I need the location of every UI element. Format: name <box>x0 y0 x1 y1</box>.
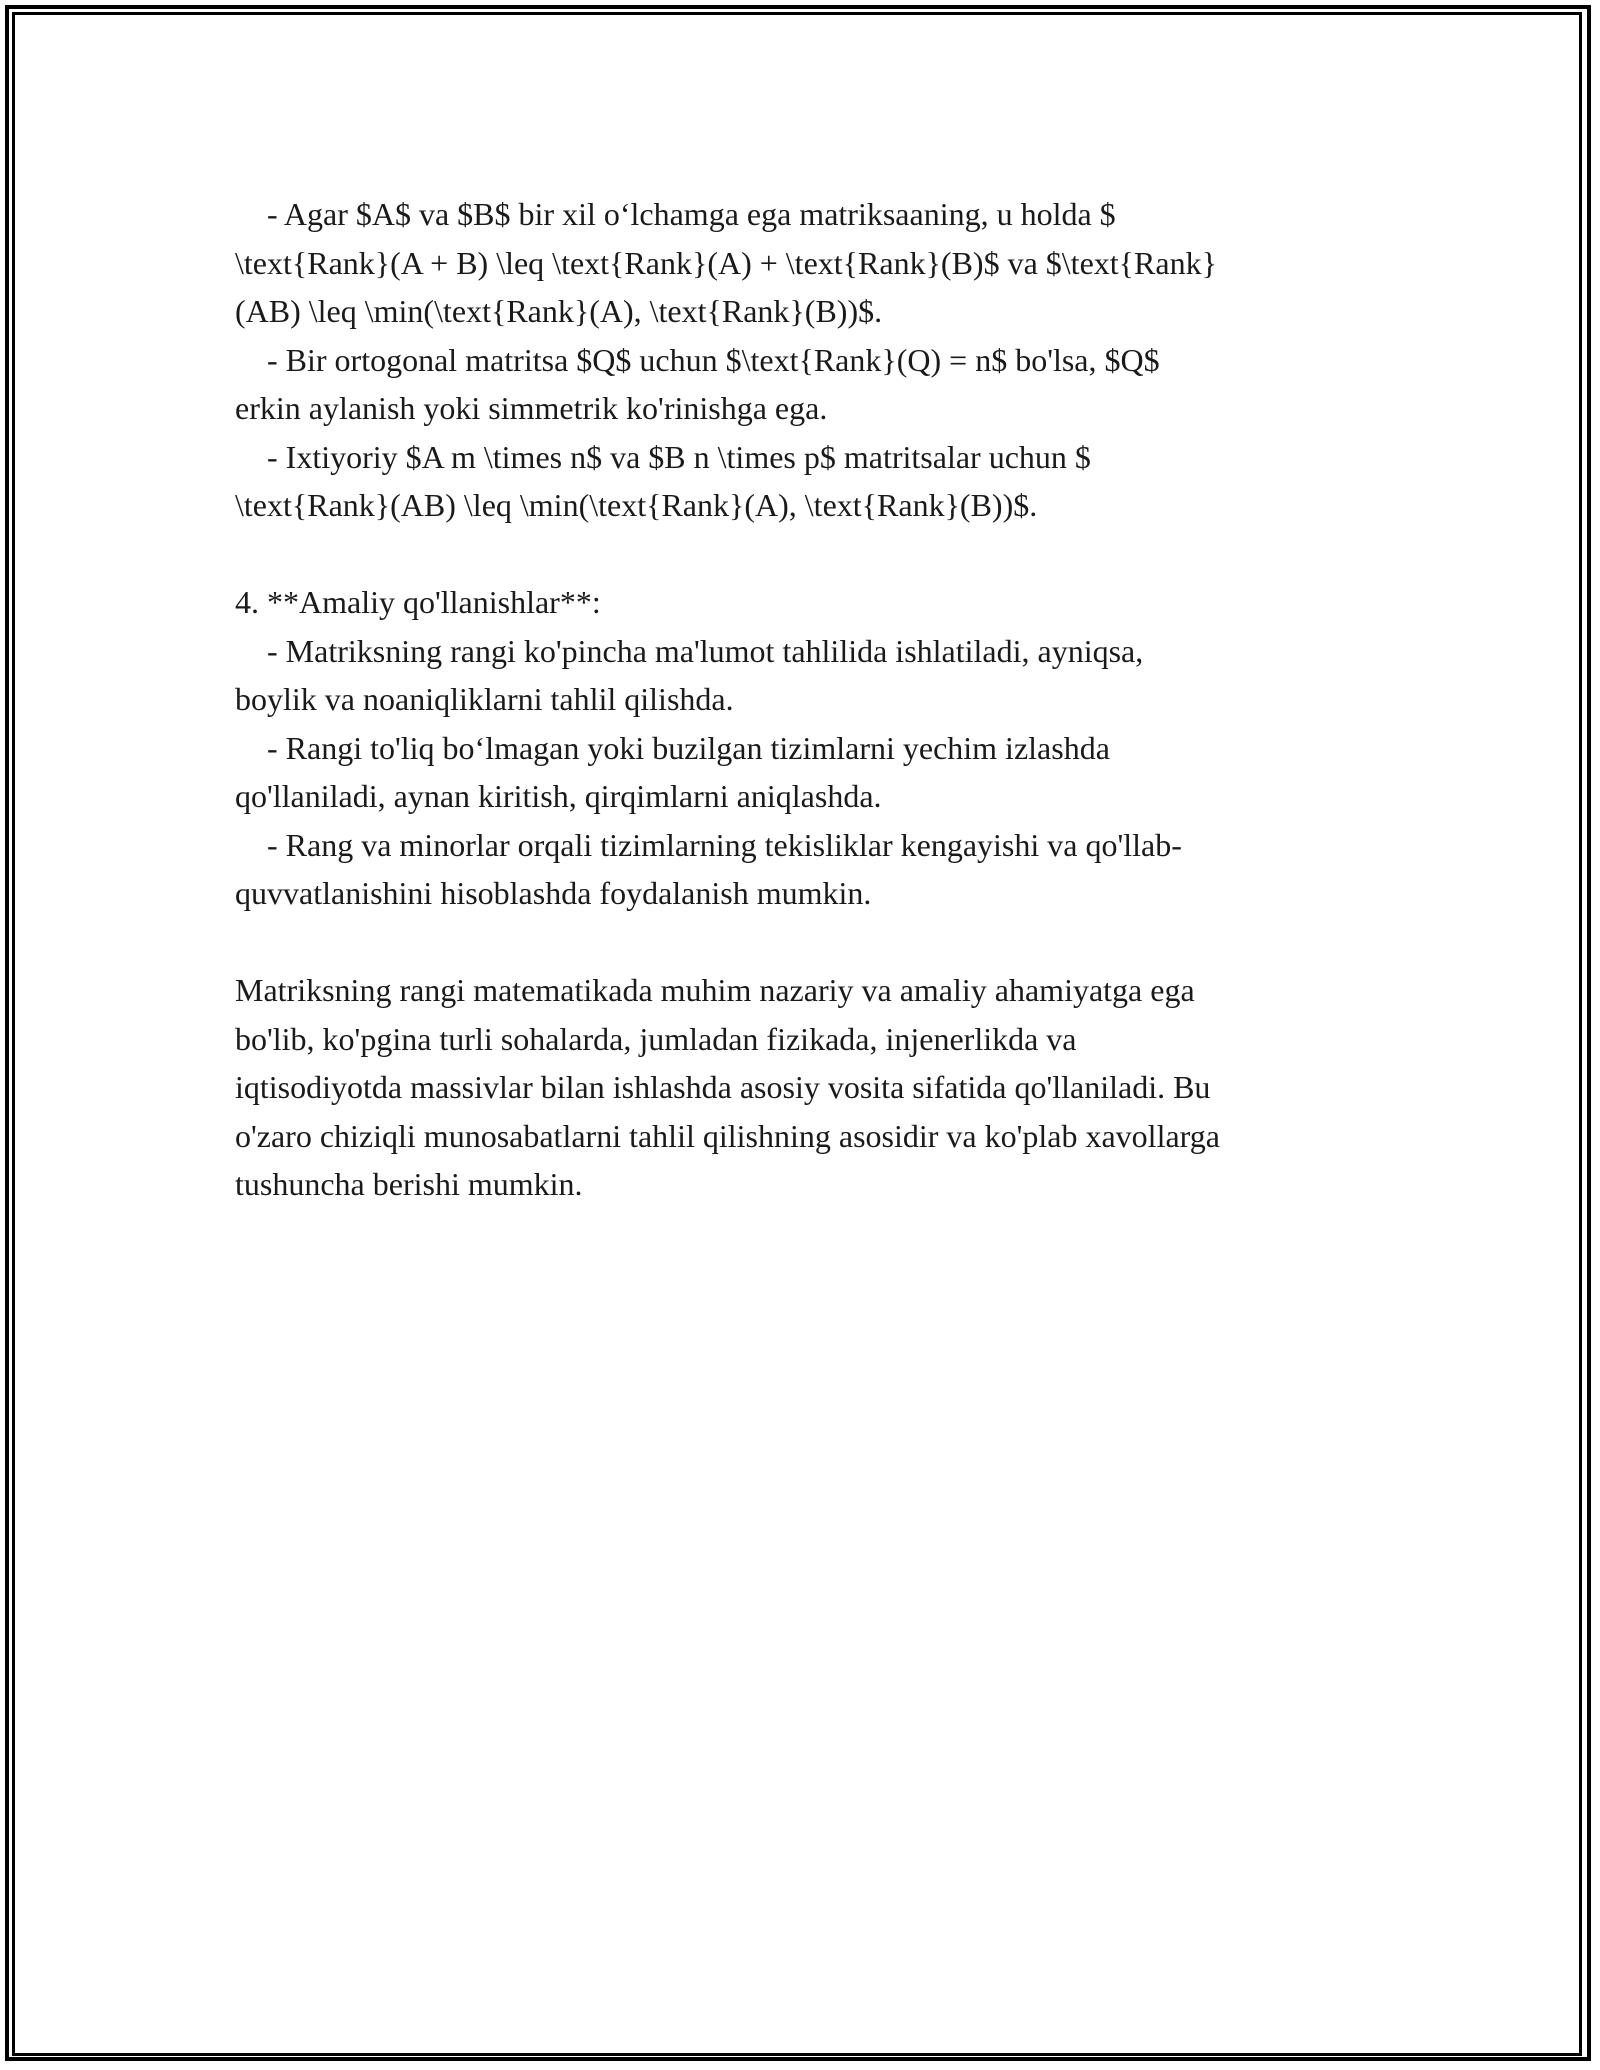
text-line: o'zaro chiziqli munosabatlarni tahlil qilishning asosidir va ko'plab xavollarga <box>235 1117 1220 1154</box>
text-line: - Rang va minorlar orqali tizimlarning tekisliklar kengayishi va qo'llab- <box>235 826 1182 863</box>
text-line: \text{Rank}(A + B) \leq \text{Rank}(A) + \text{Rank}(B)$ va $\text{Rank} <box>235 244 1217 281</box>
text-line: \text{Rank}(AB) \leq \min(\text{Rank}(A), \text{Rank}(B))$. <box>235 487 1038 523</box>
paragraph-spacer <box>235 530 1375 579</box>
rank-properties-block <box>235 190 1375 530</box>
practical-applications-block <box>235 578 1375 918</box>
text-line: - Matriksning rangi ko'pincha ma'lumot tahlilida ishlatiladi, ayniqsa, <box>235 632 1144 669</box>
document-body <box>235 190 1375 1209</box>
paragraph-spacer <box>235 918 1375 967</box>
text-line: - Rangi to'liq bo‘lmagan yoki buzilgan tizimlarni yechim izlashda <box>235 729 1110 766</box>
text-line: - Bir ortogonal matritsa $Q$ uchun $\text{Rank}(Q) = n$ bo'lsa, $Q$ <box>235 341 1160 378</box>
text-line: boylik va noaniqliklarni tahlil qilishda. <box>235 681 734 717</box>
section-heading: 4. **Amaliy qo'llanishlar**: <box>235 584 601 620</box>
text-line: erkin aylanish yoki simmetrik ko'rinishga ega. <box>235 390 828 426</box>
text-line: quvvatlanishini hisoblashda foydalanish mumkin. <box>235 875 872 911</box>
text-line: Matriksning rangi matematikada muhim nazariy va amaliy ahamiyatga ega <box>235 972 1195 1008</box>
text-line: - Ixtiyoriy $A m \times n$ va $B n \times p$ matritsalar uchun $ <box>235 438 1091 475</box>
text-line: iqtisodiyotda massivlar bilan ishlashda asosiy vosita sifatida qo'llaniladi. Bu <box>235 1069 1211 1105</box>
text-line: bo'lib, ko'pgina turli sohalarda, jumladan fizikada, injenerlikda va <box>235 1020 1077 1057</box>
conclusion-paragraph <box>235 966 1375 1209</box>
text-line: (AB) \leq \min(\text{Rank}(A), \text{Rank}(B))$. <box>235 293 883 329</box>
text-line: - Agar $A$ va $B$ bir xil o‘lchamga ega matriksaaning, u holda $ <box>235 196 1116 232</box>
text-line: qo'llaniladi, aynan kiritish, qirqimlarni aniqlashda. <box>235 778 882 814</box>
text-line: tushuncha berishi mumkin. <box>235 1166 583 1202</box>
